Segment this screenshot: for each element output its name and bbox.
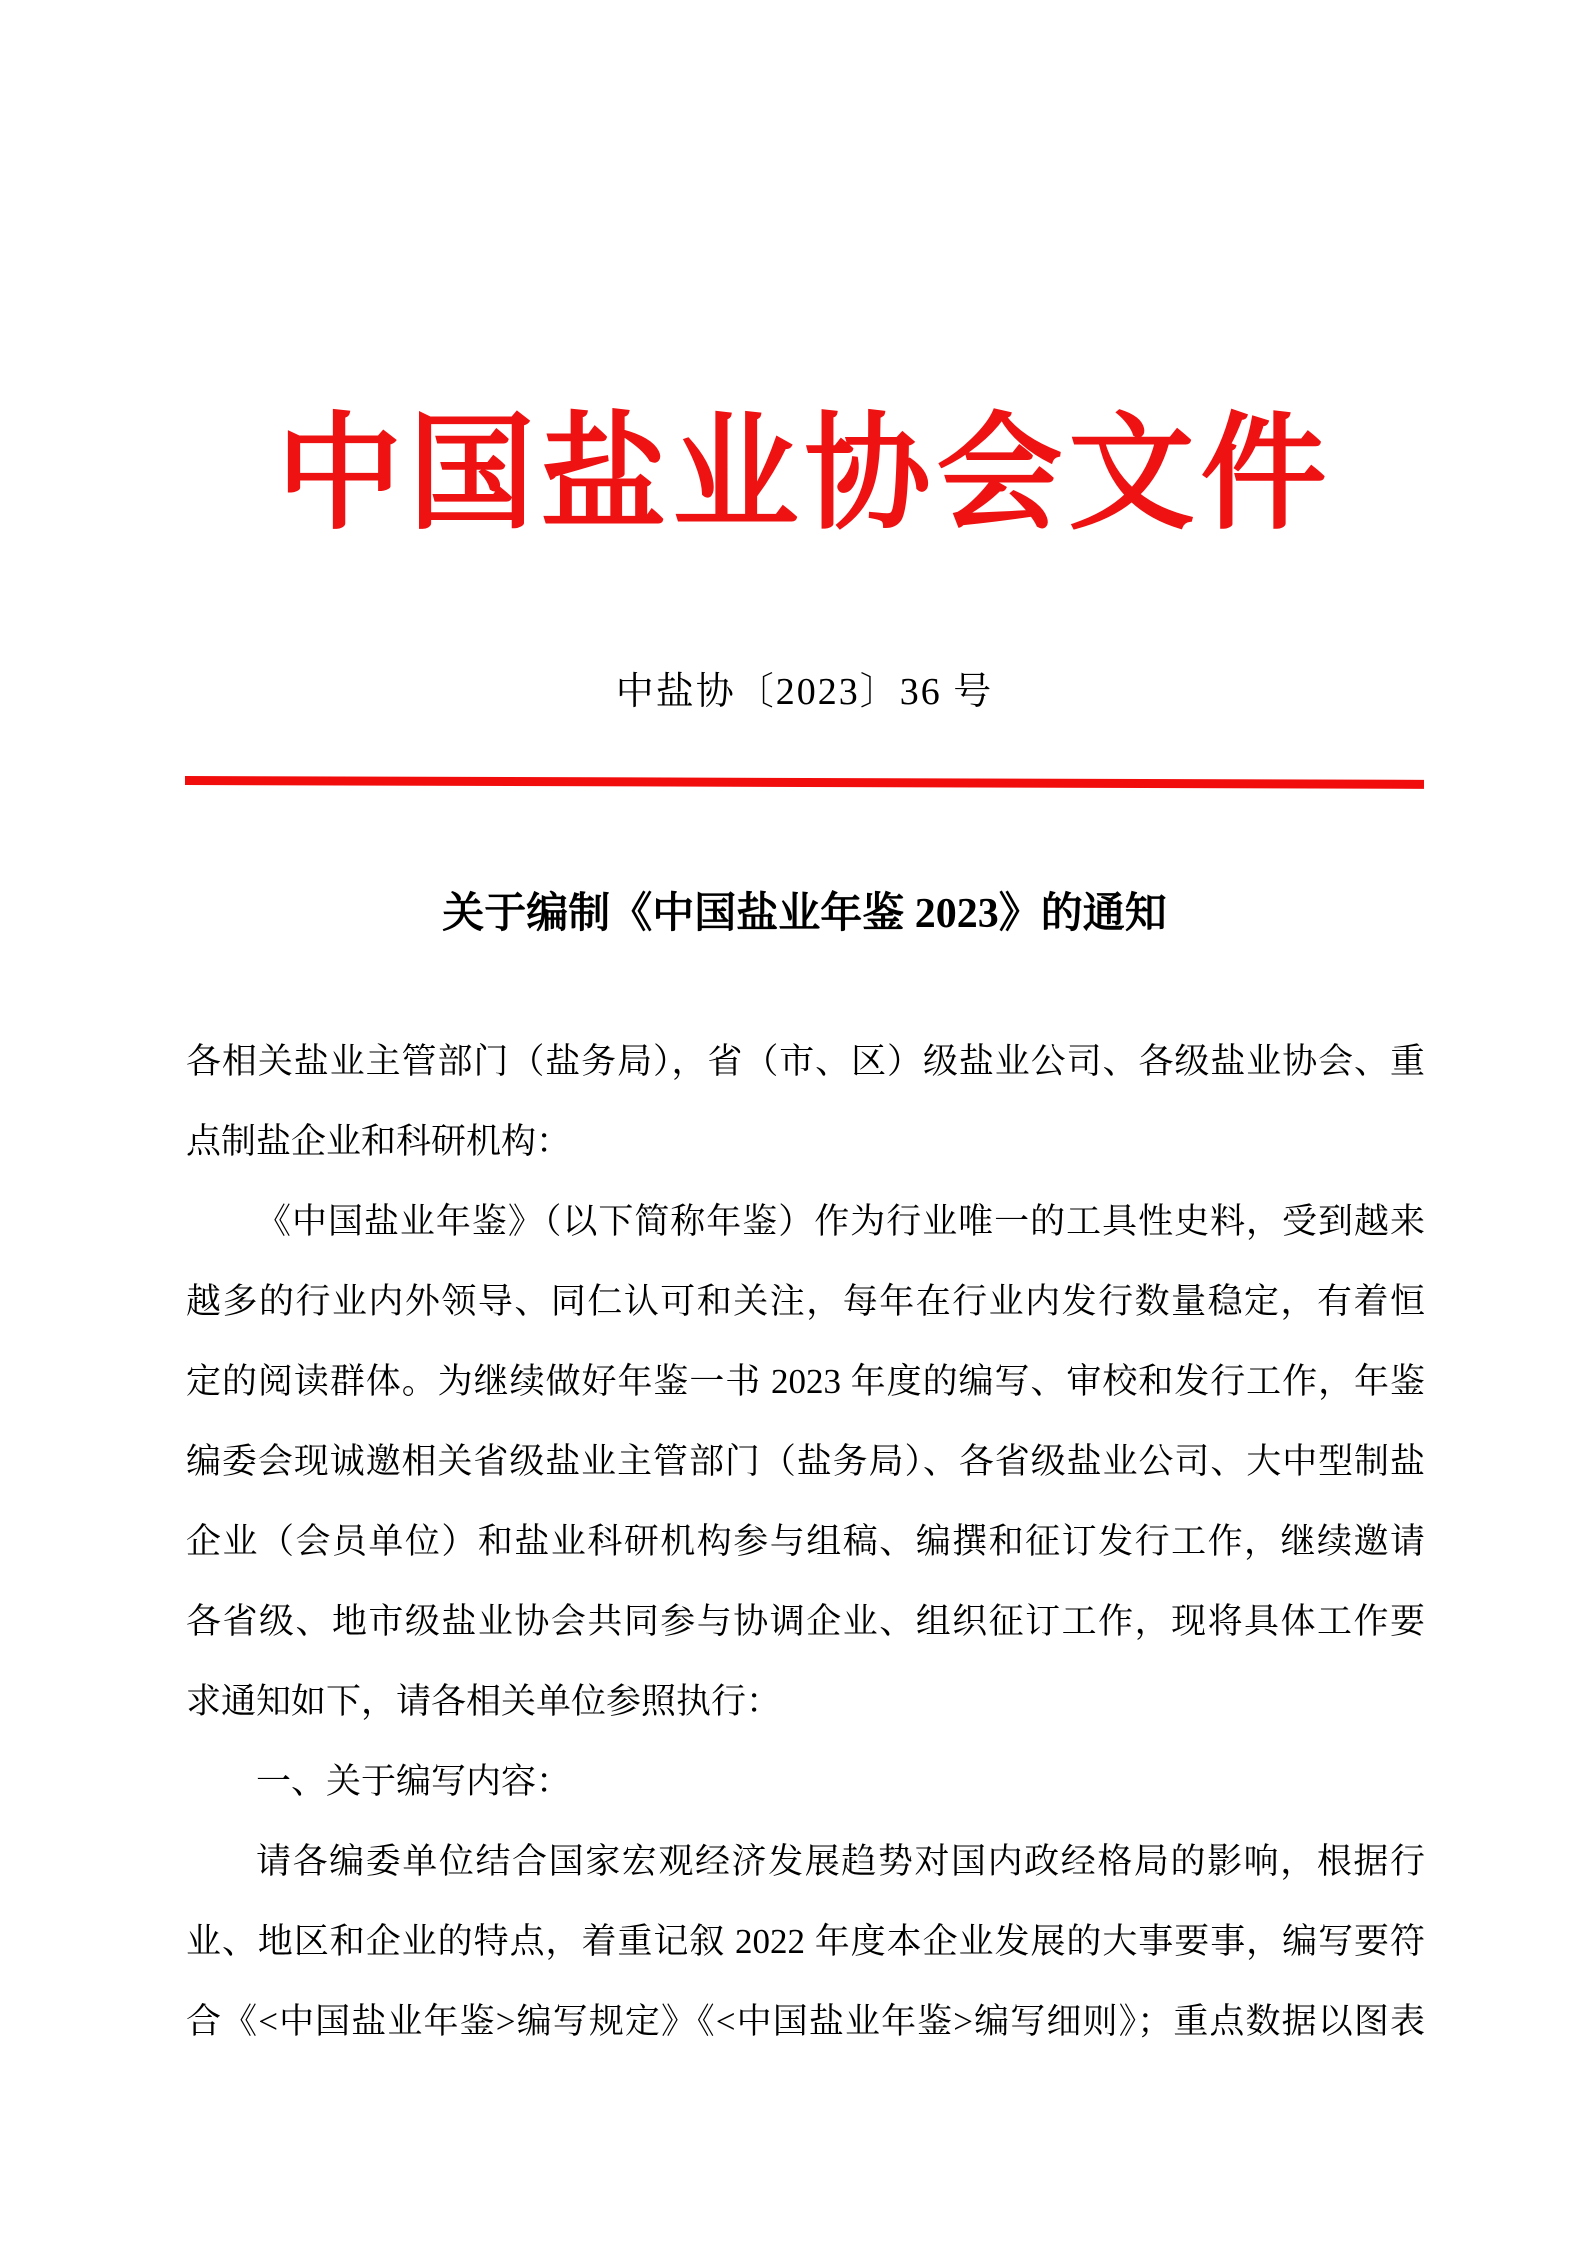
body-line: 越多的行业内外领导、同仁认可和关注，每年在行业内发行数量稳定，有着恒: [186, 1282, 1425, 1321]
body-line: 请各编委单位结合国家宏观经济发展趋势对国内政经格局的影响，根据行: [256, 1842, 1425, 1881]
body-line: 求通知如下，请各相关单位参照执行：: [186, 1682, 782, 1721]
notice-title: 关于编制《中国盐业年鉴 2023》的通知: [442, 891, 1167, 937]
body-line: 定的阅读群体。为继续做好年鉴一书 2023 年度的编写、审校和发行工作，年鉴: [186, 1362, 1425, 1401]
letterhead-org-title: 中国盐业协会文件: [276, 406, 1333, 545]
body-line: 各省级、地市级盐业协会共同参与协调企业、组织征订工作，现将具体工作要: [186, 1602, 1425, 1641]
body-line: 各相关盐业主管部门（盐务局），省（市、区）级盐业公司、各级盐业协会、重: [186, 1042, 1425, 1081]
body-line: 编委会现诚邀相关省级盐业主管部门（盐务局）、各省级盐业公司、大中型制盐: [186, 1442, 1425, 1481]
body-line: 企业（会员单位）和盐业科研机构参与组稿、编撰和征订发行工作，继续邀请: [186, 1522, 1425, 1561]
body-line: 合《<中国盐业年鉴>编写规定》《<中国盐业年鉴>编写细则》；重点数据以图表: [186, 2002, 1425, 2041]
notice-body: [186, 1022, 1425, 2062]
doc-number: 中盐协〔2023〕36 号: [615, 671, 994, 713]
body-line: 点制盐企业和科研机构：: [186, 1122, 572, 1161]
body-line: 业、地区和企业的特点，着重记叙 2022 年度本企业发展的大事要事，编写要符: [186, 1922, 1425, 1961]
letterhead-divider-line: [185, 776, 1424, 789]
body-line: 一、关于编写内容：: [256, 1762, 572, 1801]
body-line: 《中国盐业年鉴》（以下简称年鉴）作为行业唯一的工具性史料，受到越来: [256, 1202, 1425, 1241]
